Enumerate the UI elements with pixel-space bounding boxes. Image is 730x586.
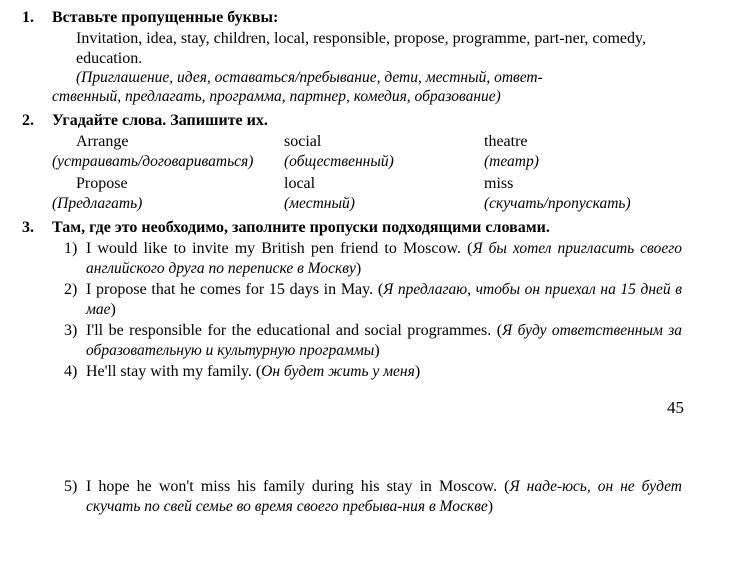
exercise-1-answer-ru-line1: (Приглашение, идея, оставаться/пребывание, дети, местный, ответ- [76, 69, 543, 87]
item-number: 1) [64, 240, 78, 258]
item-text-ru: Я наде-юсь, он не будет скучать по свей семье во время своего пребыва-ния в Москве [86, 478, 682, 516]
word-en: social [284, 133, 322, 151]
item-text-en: I would like to invite my British pen friend to Moscow. ( [86, 240, 473, 258]
exercise-2-number: 2. [22, 112, 34, 130]
item-text-en: I hope he won't miss his family during his stay in Moscow. ( [86, 478, 510, 496]
exercise-3-item [52, 477, 712, 517]
page-break-gap [22, 418, 712, 476]
word-ru: (устраивать/договариваться) [52, 153, 254, 171]
word-en: Arrange [76, 133, 129, 151]
item-number: 5) [64, 478, 78, 496]
word-en: local [284, 174, 316, 192]
item-text-ru: Я предлагаю, чтобы он приехал на 15 дней в мае [86, 281, 683, 319]
exercise-1-body [52, 8, 712, 106]
item-text [86, 362, 712, 382]
word-ru: (местный) [284, 194, 355, 212]
item-text-ru: Я бы хотел пригласить своего английского друга по переписке в Москву [86, 240, 682, 278]
word-en: Propose [76, 174, 128, 192]
item-text-close: ) [355, 260, 362, 278]
item-text-close: ) [414, 363, 421, 381]
word-ru: (скучать/пропускать) [484, 194, 631, 212]
exercise-2-row-1-russian [52, 152, 712, 171]
item-text-ru: Он будет жить у меня [261, 363, 415, 381]
item-text-ru: Я буду ответственным за образовательную и культурную программы [86, 322, 682, 360]
item-text [86, 239, 712, 279]
item-text [86, 280, 712, 320]
item-text-close: ) [487, 498, 494, 516]
word-ru: (общественный) [284, 153, 394, 171]
item-text [86, 477, 712, 517]
exercise-2 [22, 111, 712, 213]
exercise-1 [22, 8, 712, 106]
exercise-3-number: 3. [22, 219, 34, 237]
word-en: theatre [484, 133, 528, 151]
exercise-2-row-2-english [52, 174, 712, 194]
exercise-1-number: 1. [22, 9, 34, 26]
item-text-en: I propose that he comes for 15 days in May. ( [86, 281, 384, 299]
exercise-2-row-2-russian [52, 194, 712, 213]
exercise-3-item [52, 239, 712, 279]
item-number: 2) [64, 281, 78, 299]
item-number: 4) [64, 363, 78, 381]
exercise-3-title: Там, где это необходимо, заполните пропуски подходящими словами. [52, 219, 550, 237]
exercise-3-item [52, 362, 712, 382]
item-text-close: ) [374, 342, 380, 360]
exercise-3-item [52, 321, 712, 361]
exercise-1-answer-en: Invitation, idea, stay, children, local, responsible, propose, programme, part-ner, comedy, education. [76, 30, 646, 67]
item-text-close: ) [110, 301, 116, 319]
item-text-en: I'll be responsible for the educational and social programmes. ( [86, 322, 503, 340]
exercise-3-item [52, 280, 712, 320]
word-ru: (Предлагать) [52, 194, 143, 212]
exercise-2-row-1-english [52, 132, 712, 152]
exercise-3-continued [22, 476, 712, 517]
word-ru: (театр) [484, 153, 539, 171]
word-en: miss [484, 174, 514, 192]
exercise-1-title: Вставьте пропущенные буквы: [52, 9, 279, 26]
item-number: 3) [64, 322, 78, 340]
item-text-en: He'll stay with my family. ( [86, 363, 262, 381]
item-text [86, 321, 712, 361]
exercise-1-answer-ru-line2: ственный, предлагать, программа, партнер, комедия, образование) [52, 88, 501, 106]
exercise-2-title: Угадайте слова. Запишите их. [52, 112, 268, 130]
exercise-2-body [52, 111, 712, 213]
exercise-3-body [52, 218, 712, 382]
exercise-3 [22, 218, 712, 382]
page-number: 45 [667, 398, 684, 418]
